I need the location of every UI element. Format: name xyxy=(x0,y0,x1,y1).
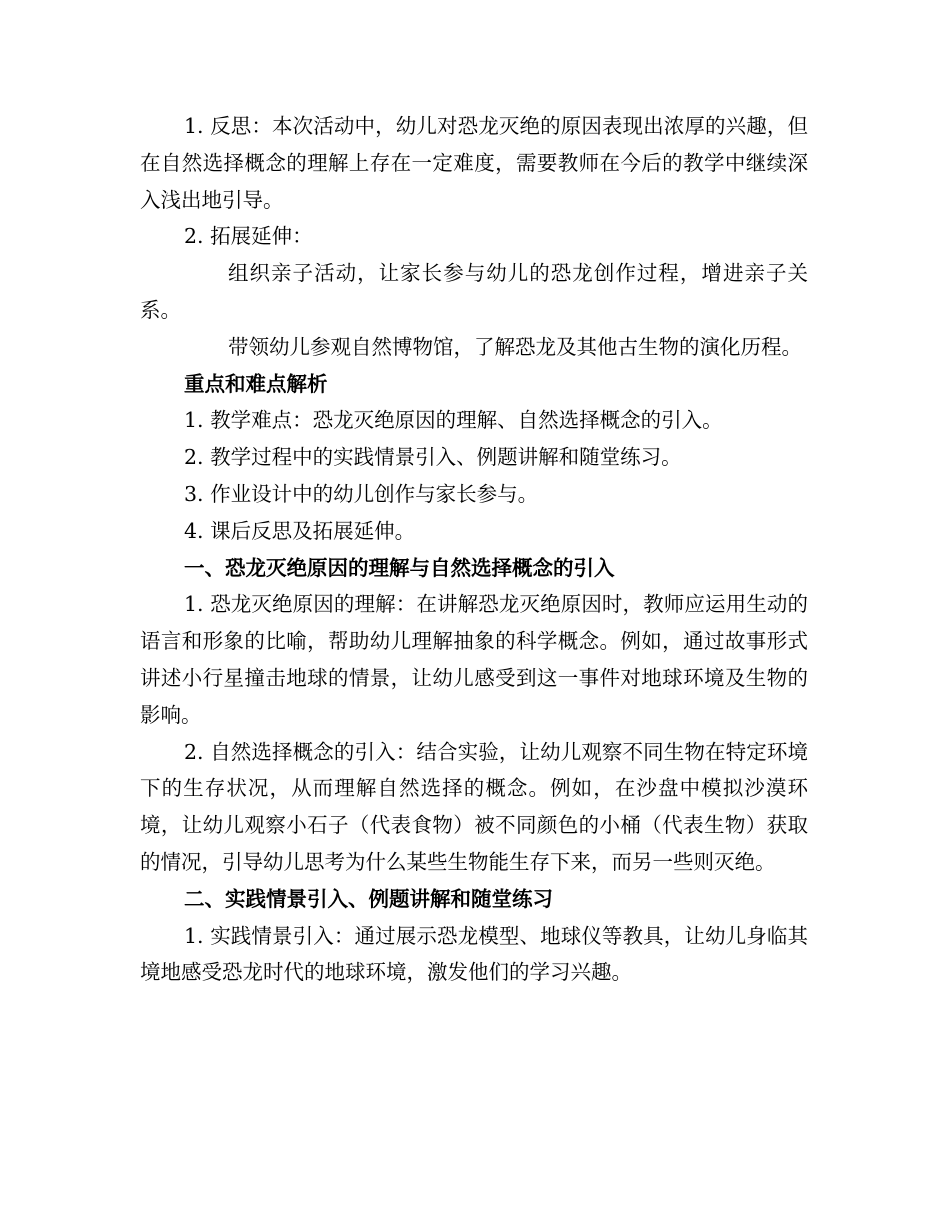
section-heading-key-points: 重点和难点解析 xyxy=(184,371,328,396)
document-body xyxy=(140,108,808,991)
list-item-difficulty-4: 4. 课后反思及拓展延伸。 xyxy=(184,518,416,543)
list-item-difficulty-1: 1. 教学难点：恐龙灭绝原因的理解、自然选择概念的引入。 xyxy=(184,408,723,433)
section-heading-one: 一、恐龙灭绝原因的理解与自然选择概念的引入 xyxy=(184,555,615,580)
list-item-difficulty-2: 2. 教学过程中的实践情景引入、例题讲解和随堂练习。 xyxy=(184,445,682,470)
paragraph-extension-parent-activity: 组织亲子活动，让家长参与幼儿的恐龙创作过程，增进亲子关系。 xyxy=(140,261,808,322)
paragraph-extension-museum: 带领幼儿参观自然博物馆，了解恐龙及其他古生物的演化历程。 xyxy=(228,334,802,359)
paragraph-reflection: 1. 反思：本次活动中，幼儿对恐龙灭绝的原因表现出浓厚的兴趣，但在自然选择概念的理解上存在一定难度，需要教师在今后的教学中继续深入浅出地引导。 xyxy=(140,114,808,212)
section-heading-two: 二、实践情景引入、例题讲解和随堂练习 xyxy=(184,886,553,911)
paragraph-extension-title: 2. 拓展延伸： xyxy=(184,224,313,249)
list-item-difficulty-3: 3. 作业设计中的幼儿创作与家长参与。 xyxy=(184,481,539,506)
paragraph-practice-scenario: 1. 实践情景引入：通过展示恐龙模型、地球仪等教具，让幼儿身临其境地感受恐龙时代的地球环境，激发他们的学习兴趣。 xyxy=(140,923,808,985)
paragraph-extinction-understanding: 1. 恐龙灭绝原因的理解：在讲解恐龙灭绝原因时，教师应运用生动的语言和形象的比喻，帮助幼儿理解抽象的科学概念。例如，通过故事形式讲述小行星撞击地球的情景，让幼儿感受到这一事件对地球环境及生物的影响。 xyxy=(140,592,808,727)
paragraph-natural-selection: 2. 自然选择概念的引入：结合实验，让幼儿观察不同生物在特定环境下的生存状况，从而理解自然选择的概念。例如，在沙盘中模拟沙漠环境，让幼儿观察小石子（代表食物）被不同颜色的小桶（代表生物）获取的情况，引导幼儿思考为什么某些生物能生存下来，而另一些则灭绝。 xyxy=(140,739,808,874)
